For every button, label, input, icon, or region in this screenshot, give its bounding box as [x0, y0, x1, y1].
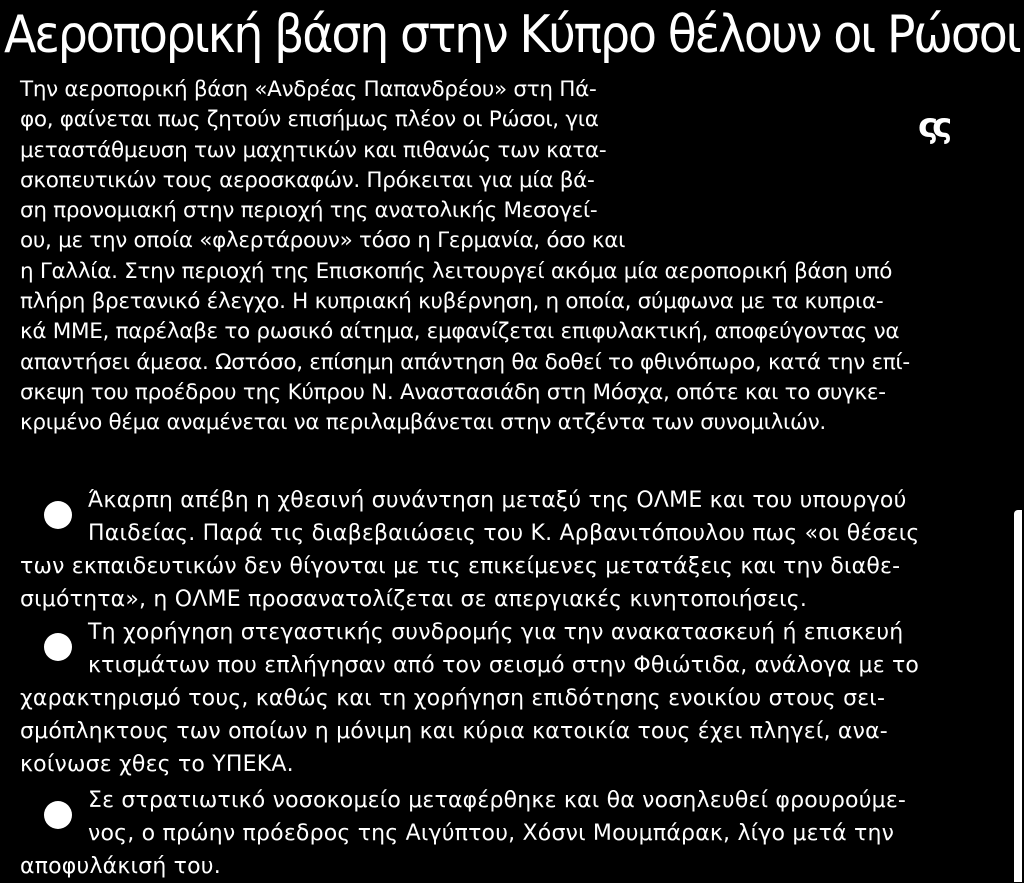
brief-line: σιμότητα», η ΟΛΜΕ προσανατολίζεται σε απεργιακές κινητοποιήσεις.	[20, 587, 808, 612]
article-body	[20, 75, 1020, 439]
brief-line: χαρακτηρισμό τους, καθώς και τη χορήγηση επιδότησης ενοικίου στους σει-	[20, 686, 886, 711]
brief-line: αποφυλάκισή του.	[20, 854, 221, 879]
brief-line: κοίνωσε χθες το ΥΠΕΚΑ.	[20, 752, 294, 777]
brief-line: σμόπληκτους των οποίων η μόνιμη και κύρια κατοικία τους έχει πληγεί, ανα-	[20, 719, 888, 744]
news-brief	[20, 784, 1010, 883]
brief-line: Άκαρπη απέβη η χθεσινή συνάντηση μεταξύ της ΟΛΜΕ και του υπουργού	[88, 488, 907, 513]
article-line: απαντήσει άμεσα. Ωστόσο, επίσημη απάντηση θα δοθεί το φθινόπωρο, κατά την επί-	[20, 349, 910, 375]
article-line: πλήρη βρετανικό έλεγχο. Η κυπριακή κυβέρνηση, η οποία, σύμφωνα με τα κυπρια-	[20, 289, 884, 315]
bullet-icon	[44, 501, 72, 529]
brief-line: κτισμάτων που επλήγησαν από τον σεισμό στην Φθιώτιδα, ανάλογα με το	[88, 653, 920, 678]
brief-line: Παιδείας. Παρά τις διαβεβαιώσεις του Κ. Αρβανιτόπουλου πως «οι θέσεις	[88, 521, 920, 546]
article-line: κά ΜΜΕ, παρέλαβε το ρωσικό αίτημα, εμφανίζεται επιφυλακτική, αποφεύγοντας να	[20, 319, 900, 345]
news-brief	[20, 484, 1010, 616]
brief-line: Σε στρατιωτικό νοσοκομείο μεταφέρθηκε και θα νοσηλευθεί φρουρούμε-	[88, 788, 907, 813]
headline: Αεροπορική βάση στην Κύπρο θέλουν οι Ρώσοι	[4, 5, 1020, 65]
article-line: σκοπευτικών τους αεροσκαφών. Πρόκειται για μία βά-	[20, 167, 595, 193]
article-line: η Γαλλία. Στην περιοχή της Επισκοπής λειτουργεί ακόμα μία αεροπορική βάση υπό	[20, 258, 893, 284]
article-line: κριμένο θέμα αναμένεται να περιλαμβάνεται στην ατζέντα των συνομιλιών.	[20, 410, 826, 436]
news-brief	[20, 616, 1010, 781]
page-edge-divider	[1014, 510, 1022, 882]
article-line: ση προνομιακή στην περιοχή της ανατολικής Μεσογεί-	[20, 198, 598, 224]
brief-line: Τη χορήγηση στεγαστικής συνδρομής για την ανακατασκευή ή επισκευή	[88, 620, 904, 645]
article-line: μεταστάθμευση των μαχητικών και πιθανώς των κατα-	[20, 137, 607, 163]
brief-line: των εκπαιδευτικών δεν θίγονται με τις επικείμενες μετατάξεις και την διαθε-	[20, 554, 901, 579]
article-line: φο, φαίνεται πως ζητούν επισήμως πλέον οι Ρώσοι, για	[20, 107, 599, 133]
article-line: ου, με την οποία «φλερτάρουν» τόσο η Γερμανία, όσο και	[20, 228, 626, 254]
article-line: σκεψη του προέδρου της Κύπρου Ν. Αναστασιάδη στη Μόσχα, οπότε και το συγκε-	[20, 379, 886, 405]
bullet-icon	[44, 801, 72, 829]
logo-mark: ςς	[918, 106, 947, 146]
bullet-icon	[44, 633, 72, 661]
brief-line: νος, ο πρώην πρόεδρος της Αιγύπτου, Χόσνι Μουμπάρακ, λίγο μετά την	[88, 821, 895, 846]
article-line: Την αεροπορική βάση «Ανδρέας Παπανδρέου» στη Πά-	[20, 77, 597, 102]
